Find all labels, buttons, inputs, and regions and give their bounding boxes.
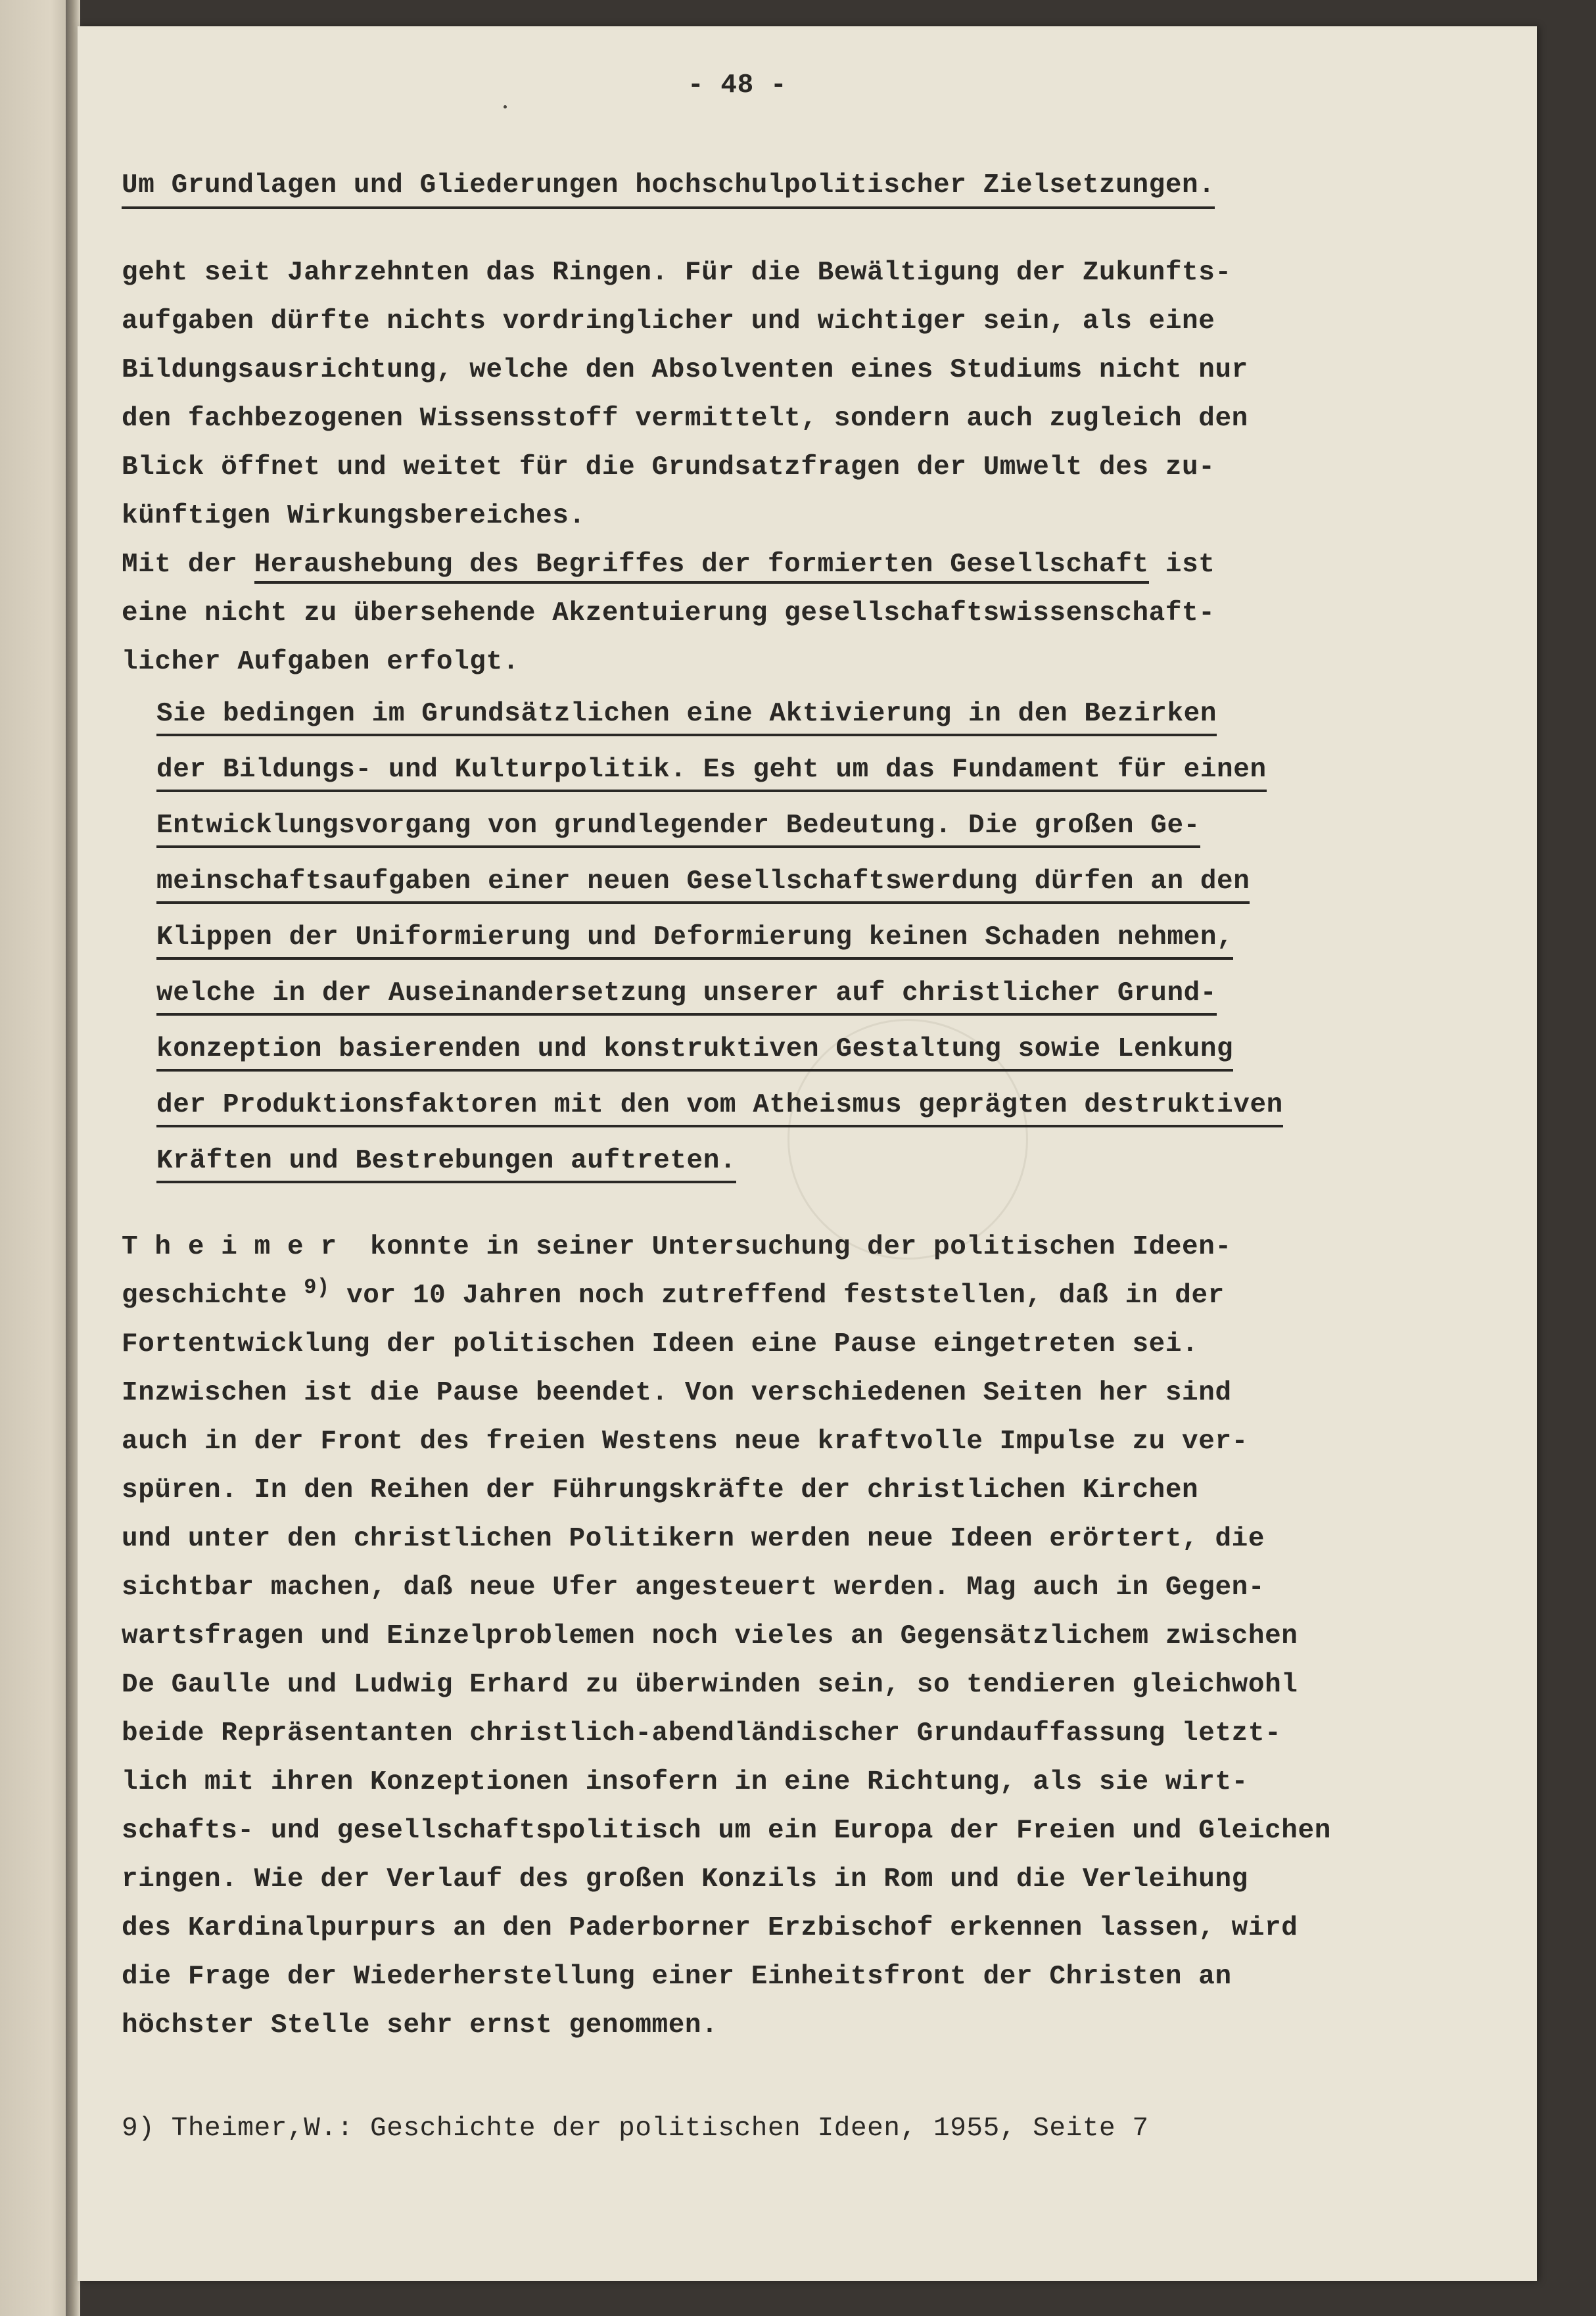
text-line: höchster Stelle sehr ernst genommen.	[122, 2010, 718, 2041]
text-line: Bildungsausrichtung, welche den Absolventen eines Studiums nicht nur	[122, 355, 1248, 385]
text-line: des Kardinalpurpurs an den Paderborner Erzbischof erkennen lassen, wird	[122, 1913, 1298, 1943]
text-line: die Frage der Wiederherstellung einer Einheitsfront der Christen an	[122, 1962, 1232, 1992]
footnote-reference: 9)	[304, 1275, 330, 1300]
text-line: auch in der Front des freien Westens neue kraftvolle Impulse zu ver-	[122, 1427, 1248, 1457]
quote-line: Klippen der Uniformierung und Deformierung keinen Schaden nehmen,	[156, 918, 1233, 960]
underlined-indented-block	[156, 690, 1283, 1193]
text-line: spüren. In den Reihen der Führungskräfte der christlichen Kirchen	[122, 1475, 1199, 1505]
quote-line: Kräften und Bestrebungen auftreten.	[156, 1141, 736, 1183]
paragraph-1	[122, 248, 1248, 686]
text-line: T h e i m e r konnte in seiner Untersuchung der politischen Ideen-	[122, 1232, 1232, 1262]
text-line: aufgaben dürfte nichts vordringlicher und wichtiger sein, als eine	[122, 306, 1215, 337]
text-line: eine nicht zu übersehende Akzentuierung gesellschaftswissenschaft-	[122, 598, 1215, 628]
text-line: beide Repräsentanten christlich-abendländischer Grundauffassung letzt-	[122, 1718, 1282, 1749]
underlined-phrase: Heraushebung des Begriffes der formierten Gesellschaft	[254, 550, 1149, 584]
text-line: den fachbezogenen Wissensstoff vermittelt, sondern auch zugleich den	[122, 404, 1248, 434]
text-line: Fortentwicklung der politischen Ideen eine Pause eingetreten sei.	[122, 1329, 1199, 1359]
text-line: geschichte	[122, 1281, 304, 1311]
paragraph-2	[122, 1223, 1331, 2050]
text-line: wartsfragen und Einzelproblemen noch vieles an Gegensätzlichem zwischen	[122, 1621, 1298, 1651]
section-heading: Um Grundlagen und Gliederungen hochschulpolitischer Zielsetzungen.	[122, 166, 1215, 209]
text-line: licher Aufgaben erfolgt.	[122, 647, 519, 677]
text-line: und unter den christlichen Politikern werden neue Ideen erörtert, die	[122, 1524, 1265, 1554]
text-line: Inzwischen ist die Pause beendet. Von verschiedenen Seiten her sind	[122, 1378, 1232, 1408]
text-line: künftigen Wirkungsbereiches.	[122, 501, 586, 531]
quote-line: Sie bedingen im Grundsätzlichen eine Aktivierung in den Bezirken	[156, 694, 1217, 736]
quote-line: Entwicklungsvorgang von grundlegender Bedeutung. Die großen Ge-	[156, 806, 1200, 848]
text-line: ist	[1148, 550, 1215, 580]
text-line: De Gaulle und Ludwig Erhard zu überwinden sein, so tendieren gleichwohl	[122, 1670, 1298, 1700]
text-line: Blick öffnet und weitet für die Grundsatzfragen der Umwelt des zu-	[122, 452, 1215, 483]
footnote: 9) Theimer,W.: Geschichte der politischen Ideen, 1955, Seite 7	[122, 2114, 1149, 2144]
quote-line: meinschaftsaufgaben einer neuen Gesellschaftswerdung dürfen an den	[156, 862, 1250, 904]
text-line: schafts- und gesellschaftspolitisch um ein Europa der Freien und Gleichen	[122, 1816, 1331, 1846]
quote-line: welche in der Auseinandersetzung unserer auf christlicher Grund-	[156, 974, 1217, 1016]
text-line: vor 10 Jahren noch zutreffend feststellen, daß in der	[329, 1281, 1225, 1311]
quote-line: der Produktionsfaktoren mit den vom Atheismus geprägten destruktiven	[156, 1085, 1283, 1127]
text-line: Mit der	[122, 550, 254, 580]
quote-line: der Bildungs- und Kulturpolitik. Es geht um das Fundament für einen	[156, 750, 1267, 792]
text-line: sichtbar machen, daß neue Ufer angesteuert werden. Mag auch in Gegen-	[122, 1572, 1265, 1603]
page-number: - 48 -	[688, 70, 787, 101]
quote-line: konzeption basierenden und konstruktiven Gestaltung sowie Lenkung	[156, 1029, 1233, 1072]
text-line: geht seit Jahrzehnten das Ringen. Für die Bewältigung der Zukunfts-	[122, 258, 1232, 288]
ink-speck	[504, 105, 507, 108]
text-line: ringen. Wie der Verlauf des großen Konzils in Rom und die Verleihung	[122, 1864, 1248, 1895]
text-line: lich mit ihren Konzeptionen insofern in eine Richtung, als sie wirt-	[122, 1767, 1248, 1797]
previous-page-edge	[0, 0, 72, 2316]
